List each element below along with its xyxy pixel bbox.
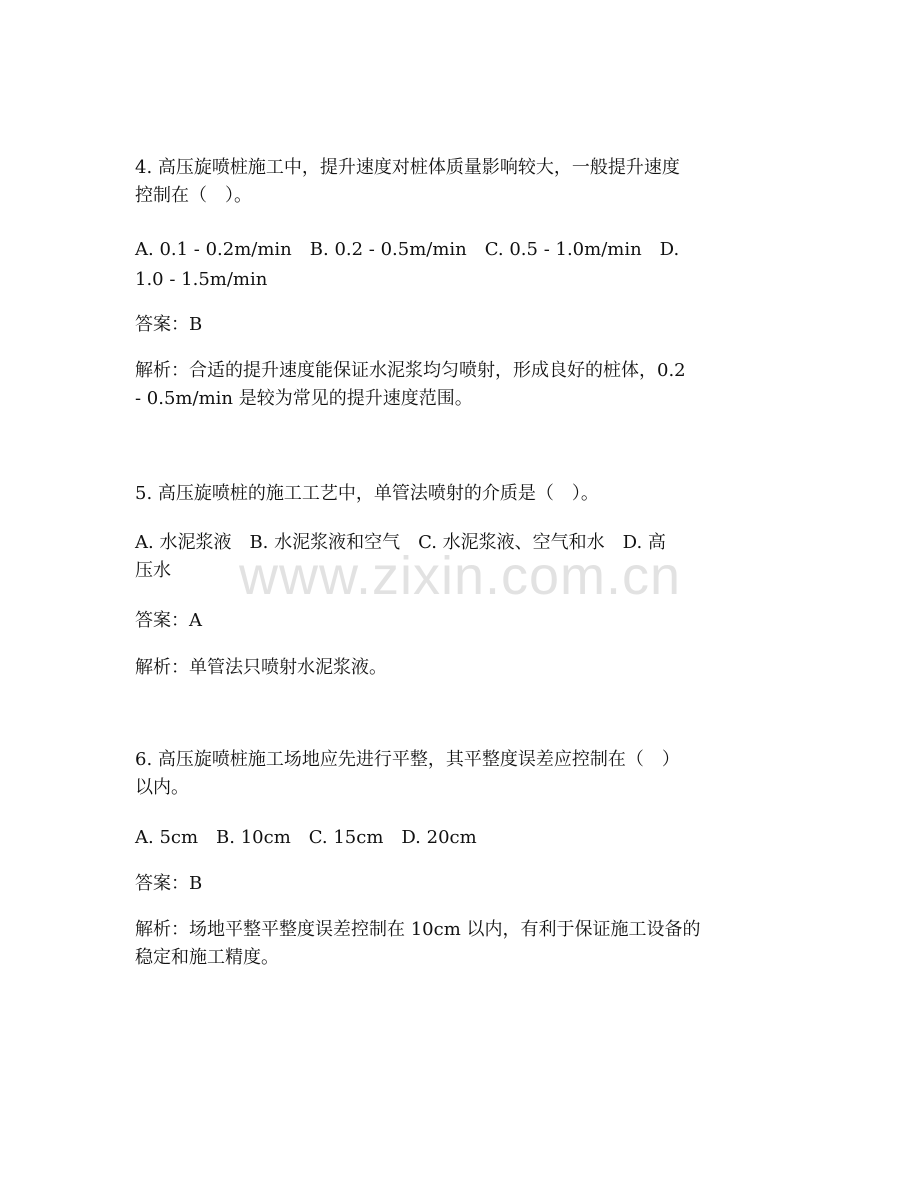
- line: 稳定和施工精度。: [135, 947, 279, 968]
- line: A. 5cm B. 10cm C. 15cm D. 20cm: [135, 827, 477, 848]
- question-6-options: [135, 824, 477, 852]
- question-6-answer: 答案：B: [135, 873, 203, 894]
- line: 4. 高压旋喷桩施工中，提升速度对桩体质量影响较大，一般提升速度: [135, 157, 680, 178]
- line: 压水: [135, 560, 171, 581]
- line: - 0.5m/min 是较为常见的提升速度范围。: [135, 388, 473, 409]
- line: 解析：场地平整平整度误差控制在 10cm 以内，有利于保证施工设备的: [135, 919, 701, 940]
- line: 5. 高压旋喷桩的施工工艺中，单管法喷射的介质是（ ）。: [135, 483, 599, 504]
- question-5-options: [135, 529, 666, 585]
- line: A. 0.1 - 0.2m/min B. 0.2 - 0.5m/min C. 0.5 - 1.0m/min D.: [135, 239, 680, 260]
- question-4-analysis: [135, 357, 686, 413]
- question-5-stem: [135, 480, 599, 508]
- watermark: www.zixin.com.cn: [238, 546, 682, 606]
- question-4-answer: 答案：B: [135, 314, 203, 335]
- line: 解析：合适的提升速度能保证水泥浆均匀喷射，形成良好的桩体，0.2: [135, 360, 686, 381]
- line: 6. 高压旋喷桩施工场地应先进行平整，其平整度误差应控制在（ ）: [135, 749, 680, 770]
- question-4-options: [135, 235, 679, 295]
- question-4-stem: [135, 154, 680, 210]
- line: 以内。: [135, 777, 189, 798]
- question-5-analysis: [135, 654, 387, 682]
- line: 解析：单管法只喷射水泥浆液。: [135, 657, 387, 678]
- question-5-answer: 答案：A: [135, 610, 202, 631]
- question-6-analysis: [135, 916, 701, 972]
- line: 控制在（ ）。: [135, 185, 252, 206]
- question-6-stem: [135, 746, 680, 802]
- line: 1.0 - 1.5m/min: [135, 269, 268, 290]
- line: A. 水泥浆液 B. 水泥浆液和空气 C. 水泥浆液、空气和水 D. 高: [135, 532, 666, 553]
